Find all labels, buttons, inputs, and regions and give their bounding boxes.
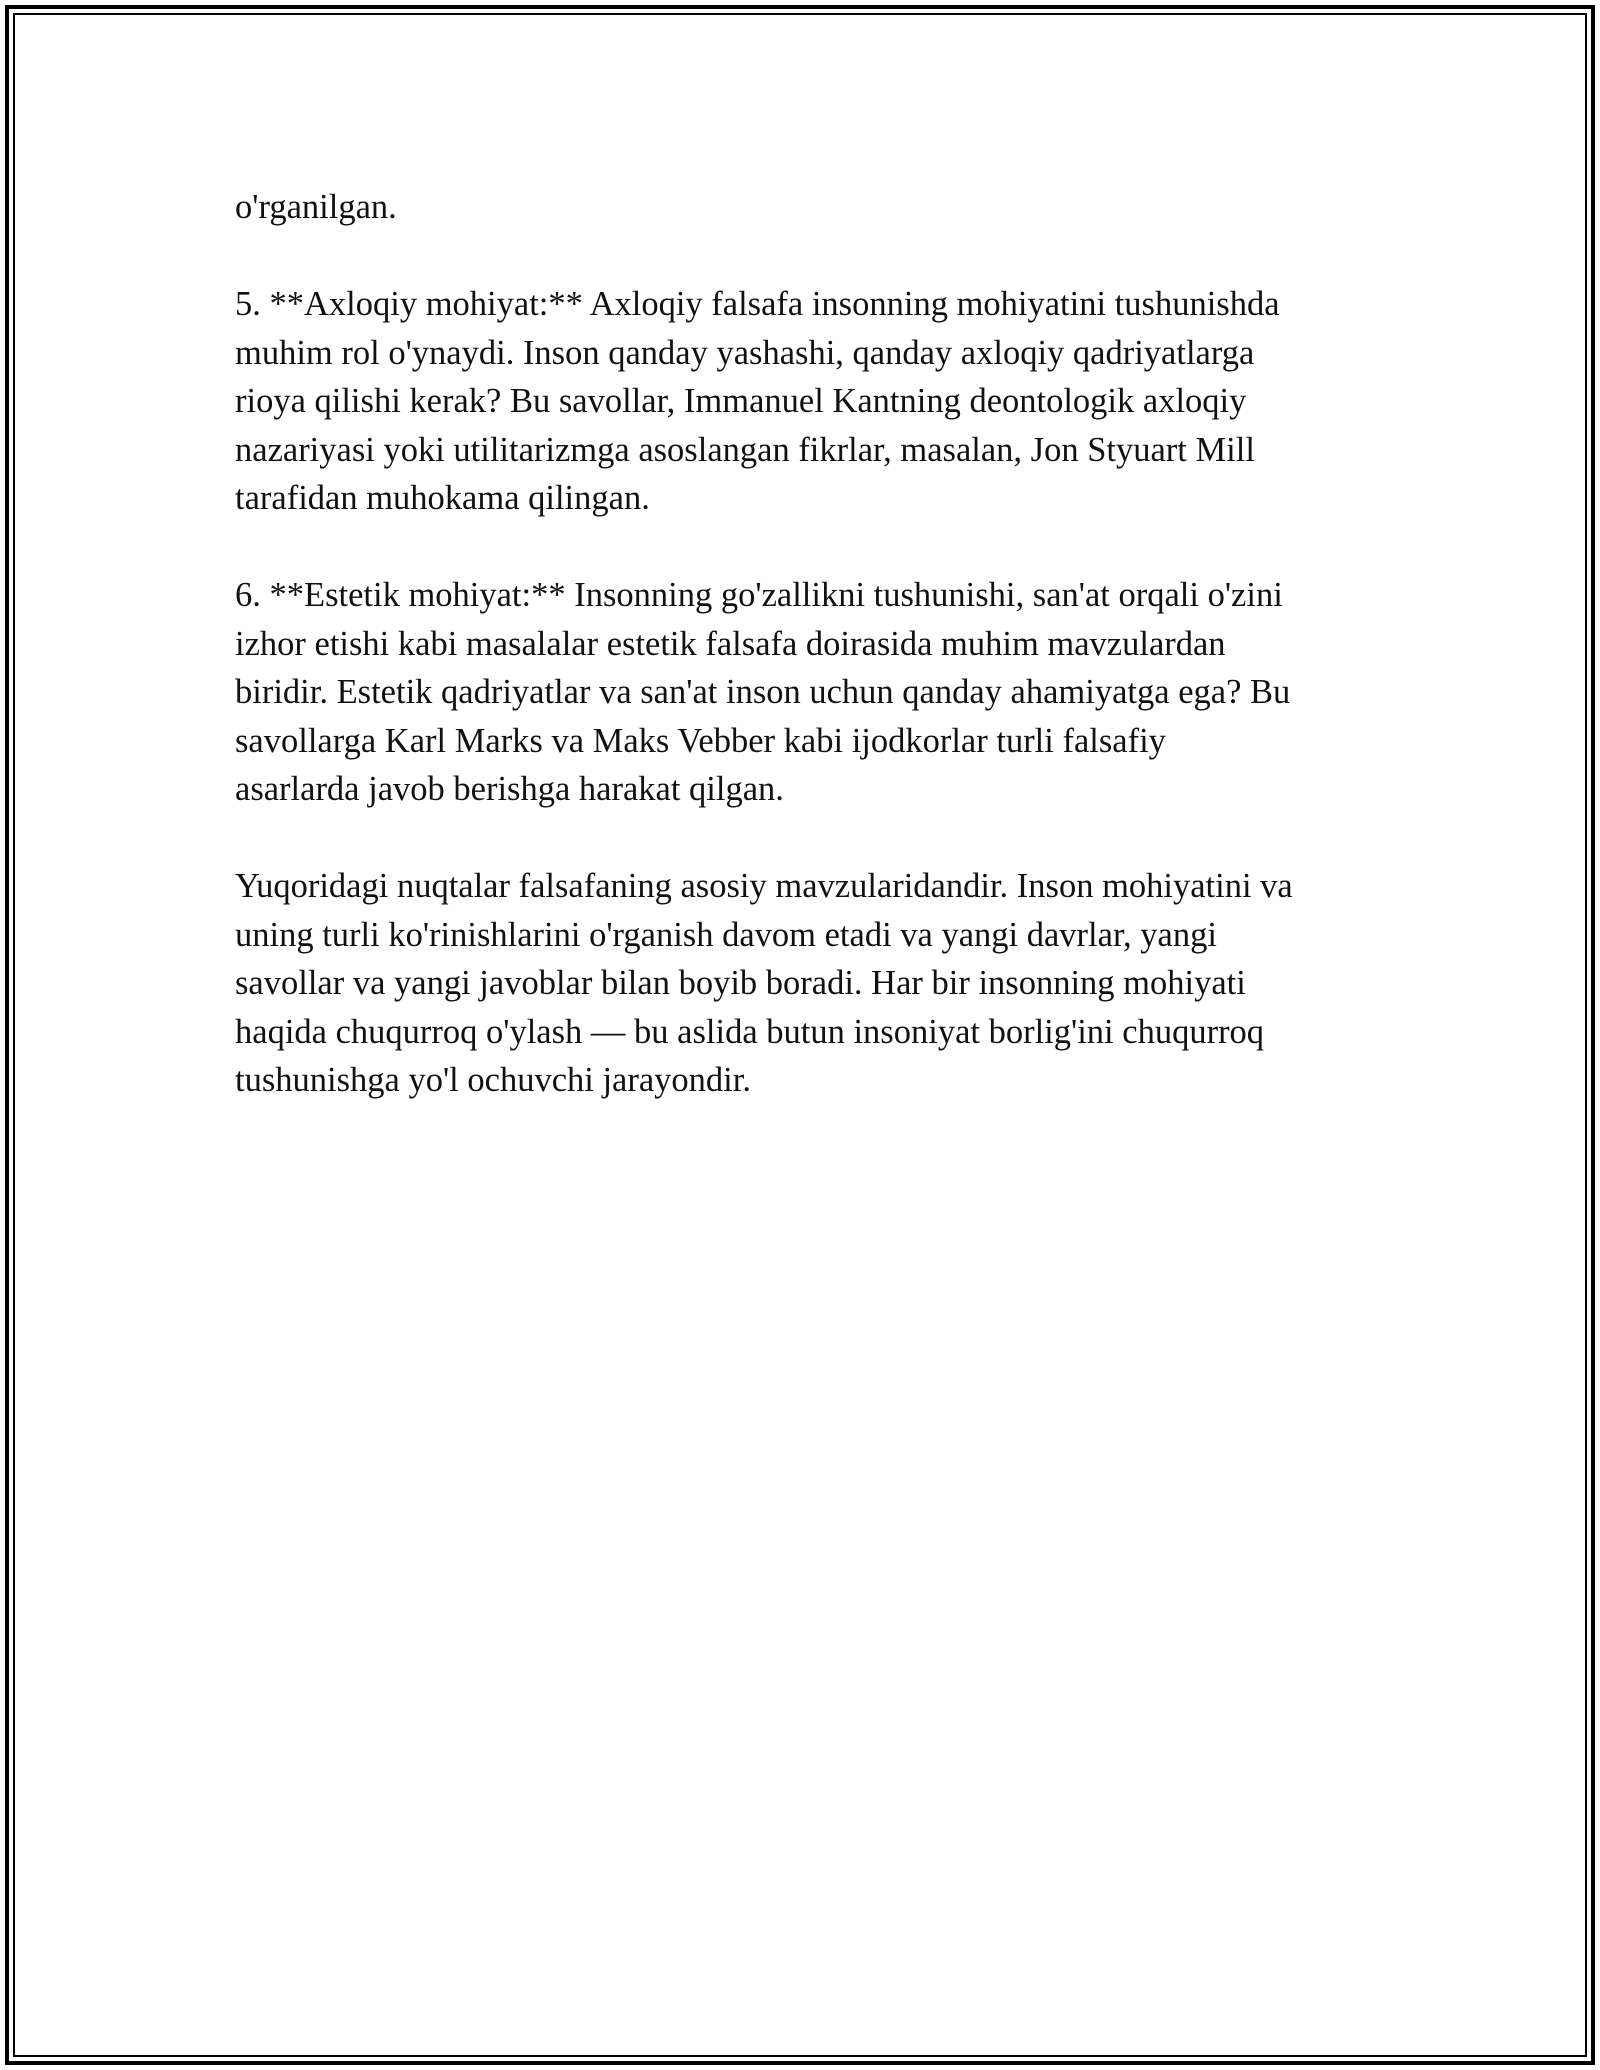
paragraph-ethical-essence: 5. **Axloqiy mohiyat:** Axloqiy falsafa insonning mohiyatini tushunishda muhim rol o'ynaydi. Inson qanday yashashi, qanday axloqiy qadriyatlarga rioya qilishi kerak? Bu savollar, Immanuel Kantning deontologik axloqiy nazariyasi yoki utilitarizmga asoslangan fikrlar, masalan, Jon Styuart Mill tarafidan muhokama qilingan. <box>235 285 1280 517</box>
document-body <box>235 183 1385 1153</box>
paragraph-conclusion: Yuqoridagi nuqtalar falsafaning asosiy mavzularidandir. Inson mohiyatini va uning turli ko'rinishlarini o'rganish davom etadi va yangi davrlar, yangi savollar va yangi javoblar bilan boyib boradi. Har bir insonning mohiyati haqida chuqurroq o'ylash — bu aslida butun insoniyat borlig'ini chuqurroq tushunishga yo'l ochuvchi jarayondir. <box>235 867 1293 1099</box>
paragraph-continuation: o'rganilgan. <box>235 188 397 226</box>
paragraph-aesthetic-essence: 6. **Estetik mohiyat:** Insonning go'zallikni tushunishi, san'at orqali o'zini izhor etishi kabi masalalar estetik falsafa doirasida muhim mavzulardan biridir. Estetik qadriyatlar va san'at inson uchun qanday ahamiyatga ega? Bu savollarga Karl Marks va Maks Vebber kabi ijodkorlar turli falsafiy asarlarda javob berishga harakat qilgan. <box>235 576 1291 808</box>
